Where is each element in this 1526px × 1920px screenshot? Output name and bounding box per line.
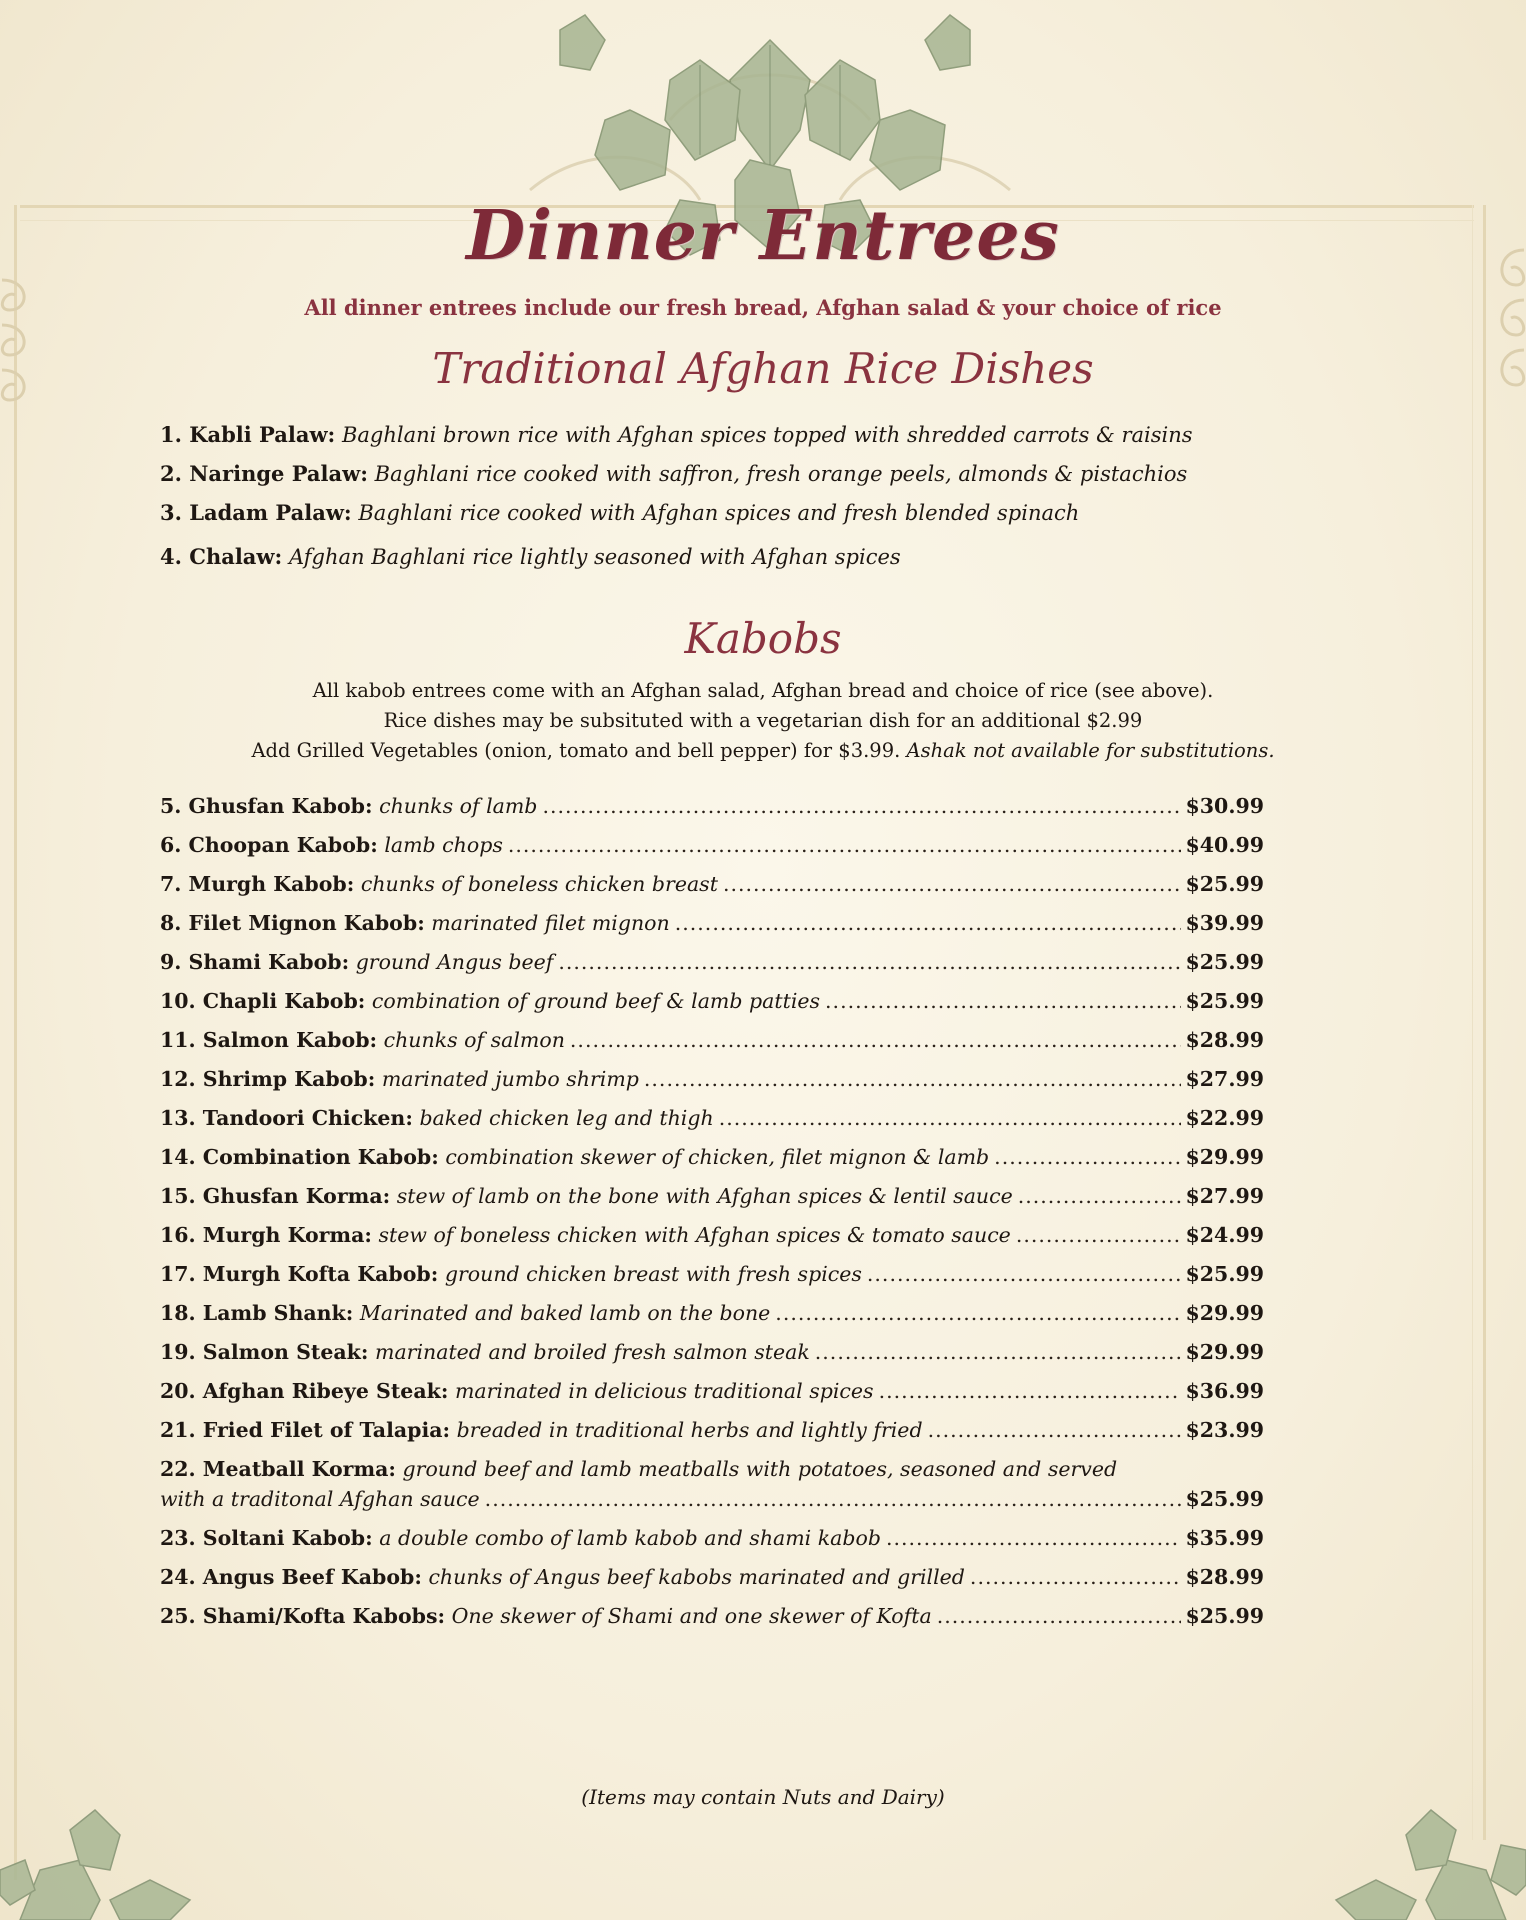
menu-item-description: Marinated and baked lamb on the bone [359, 1301, 771, 1325]
kabob-note-line-3-text: Add Grilled Vegetables (onion, tomato and bell pepper) for $3.99. [251, 739, 901, 762]
kabob-note-line-1: All kabob entrees come with an Afghan salad, Afghan bread and choice of rice (see above). [312, 679, 1214, 702]
allergen-note: (Items may contain Nuts and Dairy) [581, 1785, 945, 1809]
menu-item-price: $24.99 [1185, 1223, 1264, 1247]
menu-item-name: 24. Angus Beef Kabob: [160, 1565, 422, 1589]
menu-item-name: 7. Murgh Kabob: [160, 872, 355, 896]
menu-item [160, 1143, 1264, 1171]
menu-item-description: baked chicken leg and thigh [419, 1106, 714, 1130]
page-subtitle: All dinner entrees include our fresh bread, Afghan salad & your choice of rice [304, 295, 1222, 320]
menu-item-description: marinated in delicious traditional spices [454, 1379, 874, 1403]
menu-item-name: 15. Ghusfan Korma: [160, 1184, 391, 1208]
menu-item-price: $27.99 [1185, 1067, 1264, 1091]
menu-item-description: chunks of salmon [383, 1028, 565, 1052]
menu-item-name: 21. Fried Filet of Talapia: [160, 1418, 451, 1442]
rice-dish-description: Afghan Baghlani rice lightly seasoned with Afghan spices [288, 545, 901, 569]
dot-leader [815, 1338, 1181, 1366]
menu-item-description: chunks of lamb [379, 794, 538, 818]
decorative-border-left [14, 205, 27, 1880]
menu-item-price: $25.99 [1185, 1487, 1264, 1511]
menu-item [160, 1026, 1264, 1054]
menu-item-price: $40.99 [1185, 833, 1264, 857]
menu-item-description: marinated jumbo shrimp [381, 1067, 639, 1091]
menu-item [160, 1602, 1264, 1630]
menu-item-price: $35.99 [1185, 1526, 1264, 1550]
menu-item [160, 1299, 1264, 1327]
dot-leader [558, 948, 1180, 976]
dot-leader [719, 1104, 1181, 1132]
menu-item [160, 1221, 1264, 1249]
menu-item-price: $29.99 [1185, 1145, 1264, 1169]
menu-item-description: a double combo of lamb kabob and shami kabob [379, 1526, 881, 1550]
menu-item-description: stew of lamb on the bone with Afghan spices & lentil sauce [396, 1184, 1013, 1208]
menu-item-description: chunks of boneless chicken breast [360, 872, 718, 896]
menu-item-description: One skewer of Shami and one skewer of Kofta [451, 1604, 932, 1628]
menu-item-description-continued: with a traditonal Afghan sauce [160, 1487, 480, 1511]
menu-item-price: $39.99 [1185, 911, 1264, 935]
page-title: Dinner Entrees [466, 196, 1060, 276]
ivy-leaves-ornament-bottom-right [1236, 1790, 1526, 1920]
rice-dish-name: 2. Naringe Palaw: [160, 461, 368, 486]
menu-item-name: 23. Soltani Kabob: [160, 1526, 373, 1550]
menu-item [160, 987, 1264, 1015]
kabob-section-heading: Kabobs [684, 614, 842, 663]
menu-item [160, 870, 1264, 898]
rice-dish-item [160, 460, 1290, 488]
menu-item [160, 948, 1264, 976]
rice-dish-description: Baghlani rice cooked with Afghan spices and fresh blended spinach [358, 501, 1080, 525]
menu-item-price: $29.99 [1185, 1340, 1264, 1364]
menu-item-price: $29.99 [1185, 1301, 1264, 1325]
menu-item [160, 1377, 1264, 1405]
rice-dish-description: Baghlani brown rice with Afghan spices topped with shredded carrots & raisins [341, 423, 1193, 447]
menu-item [160, 1104, 1264, 1132]
menu-item-price: $30.99 [1185, 794, 1264, 818]
dot-leader [485, 1485, 1181, 1513]
rice-dish-name: 1. Kabli Palaw: [160, 422, 336, 447]
menu-item [160, 1455, 1264, 1483]
dot-leader [570, 1026, 1181, 1054]
dot-leader [675, 909, 1181, 937]
rice-dish-item [160, 543, 1290, 571]
menu-item-price: $28.99 [1185, 1565, 1264, 1589]
menu-item-price: $25.99 [1185, 950, 1264, 974]
menu-item-name: 11. Salmon Kabob: [160, 1028, 378, 1052]
kabob-note-line-3-italic: Ashak not available for substitutions. [906, 739, 1275, 762]
menu-item-description: breaded in traditional herbs and lightly fried [456, 1418, 923, 1442]
dot-leader [542, 792, 1180, 820]
menu-item-description: ground chicken breast with fresh spices [444, 1262, 862, 1286]
menu-item-name: 25. Shami/Kofta Kabobs: [160, 1604, 446, 1628]
menu-item-name: 6. Choopan Kabob: [160, 833, 378, 857]
dot-leader [644, 1065, 1181, 1093]
dot-leader [928, 1416, 1181, 1444]
menu-item-name: 12. Shrimp Kabob: [160, 1067, 376, 1091]
dot-leader [775, 1299, 1180, 1327]
menu-item-description: marinated and broiled fresh salmon steak [375, 1340, 810, 1364]
dot-leader [867, 1260, 1181, 1288]
menu-item-name: 18. Lamb Shank: [160, 1301, 354, 1325]
rice-dish-description: Baghlani rice cooked with saffron, fresh orange peels, almonds & pistachios [374, 462, 1188, 486]
menu-item-name: 19. Salmon Steak: [160, 1340, 369, 1364]
dot-leader [825, 987, 1181, 1015]
menu-item-name: 9. Shami Kabob: [160, 950, 350, 974]
rice-section-heading: Traditional Afghan Rice Dishes [432, 344, 1094, 393]
menu-item [160, 831, 1264, 859]
rice-dish-name: 3. Ladam Palaw: [160, 500, 352, 525]
decorative-border-right [1472, 205, 1486, 1840]
menu-item-price: $22.99 [1185, 1106, 1264, 1130]
menu-item-description: lamb chops [384, 833, 503, 857]
menu-item [160, 1416, 1264, 1444]
menu-item-name: 14. Combination Kabob: [160, 1145, 439, 1169]
menu-item-description: combination skewer of chicken, filet mignon & lamb [445, 1145, 990, 1169]
menu-item [160, 792, 1264, 820]
menu-item-name: 5. Ghusfan Kabob: [160, 794, 373, 818]
menu-item-price: $23.99 [1185, 1418, 1264, 1442]
rice-dish-name: 4. Chalaw: [160, 544, 283, 569]
dot-leader [937, 1602, 1181, 1630]
menu-item [160, 1524, 1264, 1552]
kabob-note-line-3 [0, 736, 1526, 766]
menu-item-continuation [160, 1485, 1264, 1513]
menu-item-name: 13. Tandoori Chicken: [160, 1106, 413, 1130]
dot-leader [879, 1377, 1181, 1405]
menu-item-description: chunks of Angus beef kabobs marinated and grilled [428, 1565, 965, 1589]
menu-item-price: $25.99 [1185, 989, 1264, 1013]
menu-item [160, 1563, 1264, 1591]
menu-item-price: $28.99 [1185, 1028, 1264, 1052]
dot-leader [886, 1524, 1181, 1552]
rice-dish-item [160, 499, 1290, 527]
menu-item-price: $36.99 [1185, 1379, 1264, 1403]
menu-item [160, 909, 1264, 937]
menu-item [160, 1338, 1264, 1366]
menu-item-price: $25.99 [1185, 872, 1264, 896]
rice-dish-item [160, 421, 1290, 449]
menu-item-price: $27.99 [1185, 1184, 1264, 1208]
menu-item-price: $25.99 [1185, 1604, 1264, 1628]
kabob-notes [0, 676, 1526, 766]
menu-item [160, 1182, 1264, 1210]
menu-item-name: 8. Filet Mignon Kabob: [160, 911, 425, 935]
dot-leader [1016, 1221, 1181, 1249]
menu-item-name: 22. Meatball Korma: [160, 1457, 397, 1481]
dot-leader [508, 831, 1181, 859]
menu-item-name: 20. Afghan Ribeye Steak: [160, 1379, 449, 1403]
menu-item [160, 1260, 1264, 1288]
dot-leader [723, 870, 1181, 898]
menu-item-name: 16. Murgh Korma: [160, 1223, 372, 1247]
menu-item-name: 17. Murgh Kofta Kabob: [160, 1262, 439, 1286]
menu-item-description: ground Angus beef [355, 950, 554, 974]
menu-item-name: 10. Chapli Kabob: [160, 989, 366, 1013]
dot-leader [1018, 1182, 1181, 1210]
menu-item [160, 1065, 1264, 1093]
menu-item-price: $25.99 [1185, 1262, 1264, 1286]
ivy-leaves-ornament-bottom-left [0, 1790, 290, 1920]
menu-item-description: ground beef and lamb meatballs with potatoes, seasoned and served [402, 1457, 1118, 1481]
dot-leader [994, 1143, 1180, 1171]
menu-item-description: marinated filet mignon [431, 911, 670, 935]
kabob-note-line-2: Rice dishes may be subsituted with a vegetarian dish for an additional $2.99 [383, 709, 1143, 732]
dot-leader [970, 1563, 1181, 1591]
menu-item-description: stew of boneless chicken with Afghan spices & tomato sauce [378, 1223, 1011, 1247]
menu-item-description: combination of ground beef & lamb patties [371, 989, 821, 1013]
